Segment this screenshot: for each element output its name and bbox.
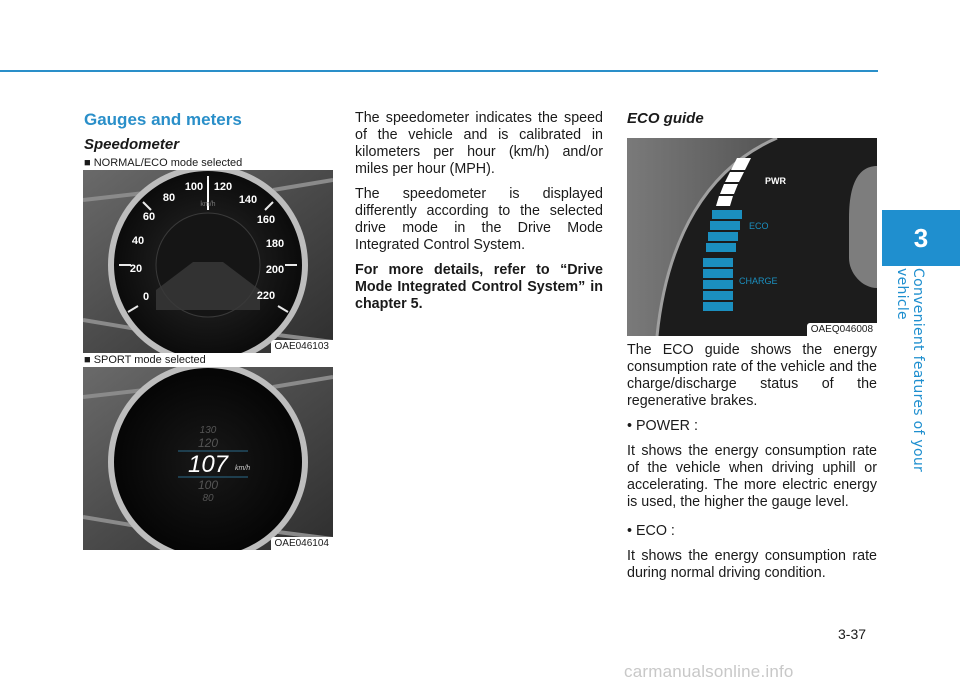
eco-guide-illustration: [627, 138, 877, 336]
dial-label: 40: [131, 235, 145, 247]
eco-guide-heading: ECO guide: [627, 110, 704, 127]
dial-label: 180: [265, 238, 285, 250]
normal-speedometer-illustration: [83, 170, 333, 353]
section-title: Gauges and meters: [84, 110, 242, 129]
figure-code: OAE046104: [271, 537, 334, 550]
figure-code: OAE046103: [271, 340, 334, 353]
bullet-eco: • ECO :: [627, 523, 675, 539]
dial-label: 120: [213, 181, 233, 193]
pwr-label: PWR: [765, 176, 786, 186]
eco-guide-figure: [627, 138, 877, 336]
paragraph: It shows the energy consumption rate during normal driving condition.: [627, 548, 877, 581]
speedometer-heading: Speedometer: [84, 136, 180, 153]
faded-speed-label: 120: [197, 436, 219, 450]
page-number: 3-37: [838, 626, 867, 642]
bullet-power: • POWER :: [627, 418, 698, 434]
dial-label: 80: [162, 192, 176, 204]
dial-label: 200: [265, 264, 285, 276]
chapter-number: 3: [913, 222, 929, 253]
faded-speed-label: 130: [199, 425, 217, 436]
charge-label: CHARGE: [739, 276, 778, 286]
chapter-tab[interactable]: [882, 210, 960, 266]
dial-unit: km/h: [200, 201, 216, 208]
dial-label: 0: [142, 291, 150, 303]
chapter-title: Convenient features of your vehicle: [894, 268, 926, 473]
normal-speedometer-figure: [83, 170, 333, 353]
paragraph: The speedometer is displayed differently according to the selected drive mode in the Drive Mode Integrated Control System.: [355, 186, 603, 253]
charge-segments: [703, 258, 733, 311]
paragraph: The speedometer indicates the speed of the vehicle and is calibrated in kilometers per hour (km/h) and/or miles per hour (MPH).: [355, 110, 603, 177]
watermark-text: carmanualsonline.info: [624, 662, 794, 681]
dial-label: 220: [256, 290, 276, 302]
digital-speed-unit: km/h: [235, 465, 251, 472]
faded-speed-label: 80: [202, 493, 214, 504]
dial-label: 100: [184, 181, 204, 193]
normal-mode-caption: ■ NORMAL/ECO mode selected: [84, 157, 243, 169]
dial-label: 140: [238, 194, 258, 206]
eco-label: ECO: [749, 221, 769, 231]
paragraph: It shows the energy consumption rate of the vehicle when driving uphill or accelerating. The more electric energy is used, the higher the gauge level.: [627, 443, 877, 510]
sport-speedometer-illustration: [83, 367, 333, 550]
eco-guide-description: [627, 342, 877, 590]
dial-label: 60: [142, 211, 156, 223]
figure-code: OAEQ046008: [807, 323, 877, 336]
sport-mode-caption: ■ SPORT mode selected: [84, 354, 206, 366]
digital-speed: 107: [187, 451, 229, 478]
speedometer-description: [355, 110, 603, 321]
dial-label: 20: [129, 263, 143, 275]
paragraph-reference: For more details, refer to “Drive Mode Integrated Control System” in chapter 5.: [355, 262, 603, 312]
paragraph: The ECO guide shows the energy consumption rate of the vehicle and the charge/discharge status of the regenerative brakes.: [627, 342, 877, 409]
header-rule: [0, 70, 878, 72]
faded-speed-label: 100: [197, 478, 219, 492]
dial-label: 160: [256, 214, 276, 226]
sport-speedometer-figure: [83, 367, 333, 550]
